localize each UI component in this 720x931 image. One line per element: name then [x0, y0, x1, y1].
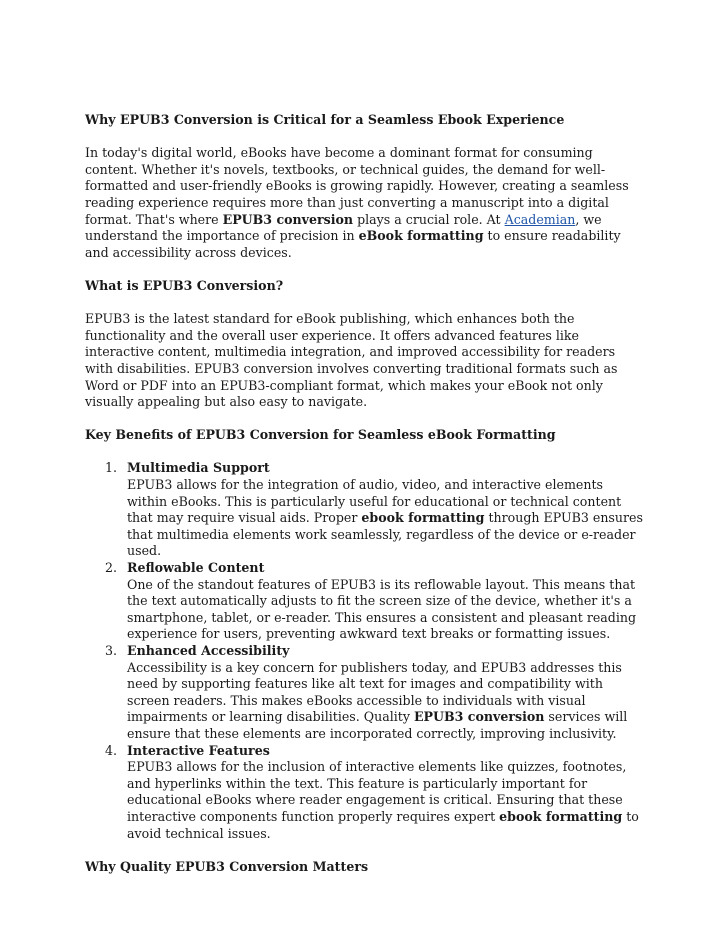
list-item-text-b: services will ensure that these elements are incorporated correctly, improving inclusivity.: [127, 709, 628, 741]
list-item-number: 2.: [105, 560, 118, 576]
list-item-text-a: One of the standout features of EPUB3 is its reflowable layout. This means that the text automatically adjusts to fit the screen size of the device, whether it's a smartphone, tablet, or e-reader. This ensures a consistent and pleasant reading experience for users, preventing awkward text breaks or formatting issues.: [127, 576, 637, 642]
section-what-is-epub3-paragraph: EPUB3 is the latest standard for eBook publishing, which enhances both the functionality and the overall user experience. It offers advanced features like interactive content, multimedia integration, and improved accessibility for readers with disabilities. EPUB3 conversion involves converting traditional formats such as Word or PDF into an EPUB3-compliant format, which makes your eBook not only visually appealing but also easy to navigate.: [85, 311, 618, 410]
list-item-bold: ebook formatting: [499, 808, 623, 824]
list-item-text: [127, 577, 645, 643]
list-item-title: Reflowable Content: [127, 560, 265, 576]
intro-text-4: to ensure readability and accessibility across devices.: [85, 228, 621, 260]
list-item-bold: EPUB3 conversion: [413, 709, 545, 725]
list-item-bold: ebook formatting: [361, 510, 485, 526]
list-item-title: Interactive Features: [127, 742, 270, 758]
document-title: Why EPUB3 Conversion is Critical for a Seamless Ebook Experience: [85, 112, 565, 127]
document-body: [85, 112, 645, 875]
list-item-text-a: Accessibility is a key concern for publishers today, and EPUB3 addresses this need by supporting features like alt text for images and compatibility with screen readers. This makes eBooks accessible to individuals with visual impairments or learning disabilities. Quality: [127, 659, 622, 725]
intro-text-3: , we understand the importance of precision in: [85, 211, 602, 244]
list-item-number: 4.: [105, 742, 118, 758]
section-heading-why-quality: Why Quality EPUB3 Conversion Matters: [85, 858, 369, 874]
section-heading-what-is-epub3: What is EPUB3 Conversion?: [85, 277, 284, 293]
list-item-number: 1.: [105, 460, 118, 476]
list-item-text-b: through EPUB3 ensures that multimedia elements work seamlessly, regardless of the device or e-reader used.: [127, 510, 643, 559]
intro-bold-epub3-conversion: EPUB3 conversion: [222, 211, 354, 227]
intro-paragraph: [85, 145, 645, 261]
list-item-text-a: EPUB3 allows for the inclusion of interactive elements like quizzes, footnotes, and hyperlinks within the text. This feature is particularly important for educational eBooks where reader engagement is critical. Ensuring that these interactive components function properly requires expert: [127, 759, 627, 824]
list-item-title: Enhanced Accessibility: [127, 643, 290, 658]
list-item-text: [127, 660, 645, 743]
list-item-text-a: EPUB3 allows for the integration of audio, video, and interactive elements within eBooks. This is particularly useful for educational or technical content that may require visual aids. Proper: [127, 477, 622, 526]
list-item-text-b: to avoid technical issues.: [127, 808, 639, 841]
list-item-title: Multimedia Support: [127, 460, 270, 476]
benefits-list: [85, 460, 645, 842]
list-item-text: [127, 759, 645, 842]
list-item-number: 3.: [105, 643, 118, 658]
list-item-text: [127, 477, 645, 560]
academian-link[interactable]: Academian: [504, 211, 576, 227]
intro-text-1: In today's digital world, eBooks have become a dominant format for consuming content. Whether it's novels, textbooks, or technical guides, the demand for well-formatted and user-friendly eBooks is growing rapidly. However, creating a seamless reading experience requires more than just converting a manuscript into a digital format. That's where: [85, 145, 629, 227]
intro-text-2: plays a crucial role. At: [353, 211, 505, 227]
section-heading-key-benefits: Key Benefits of EPUB3 Conversion for Seamless eBook Formatting: [85, 427, 556, 443]
list-item: [85, 560, 645, 643]
list-item: [85, 743, 645, 843]
list-item: [85, 643, 645, 743]
intro-bold-ebook-formatting: eBook formatting: [358, 228, 484, 244]
list-item: [85, 460, 645, 560]
